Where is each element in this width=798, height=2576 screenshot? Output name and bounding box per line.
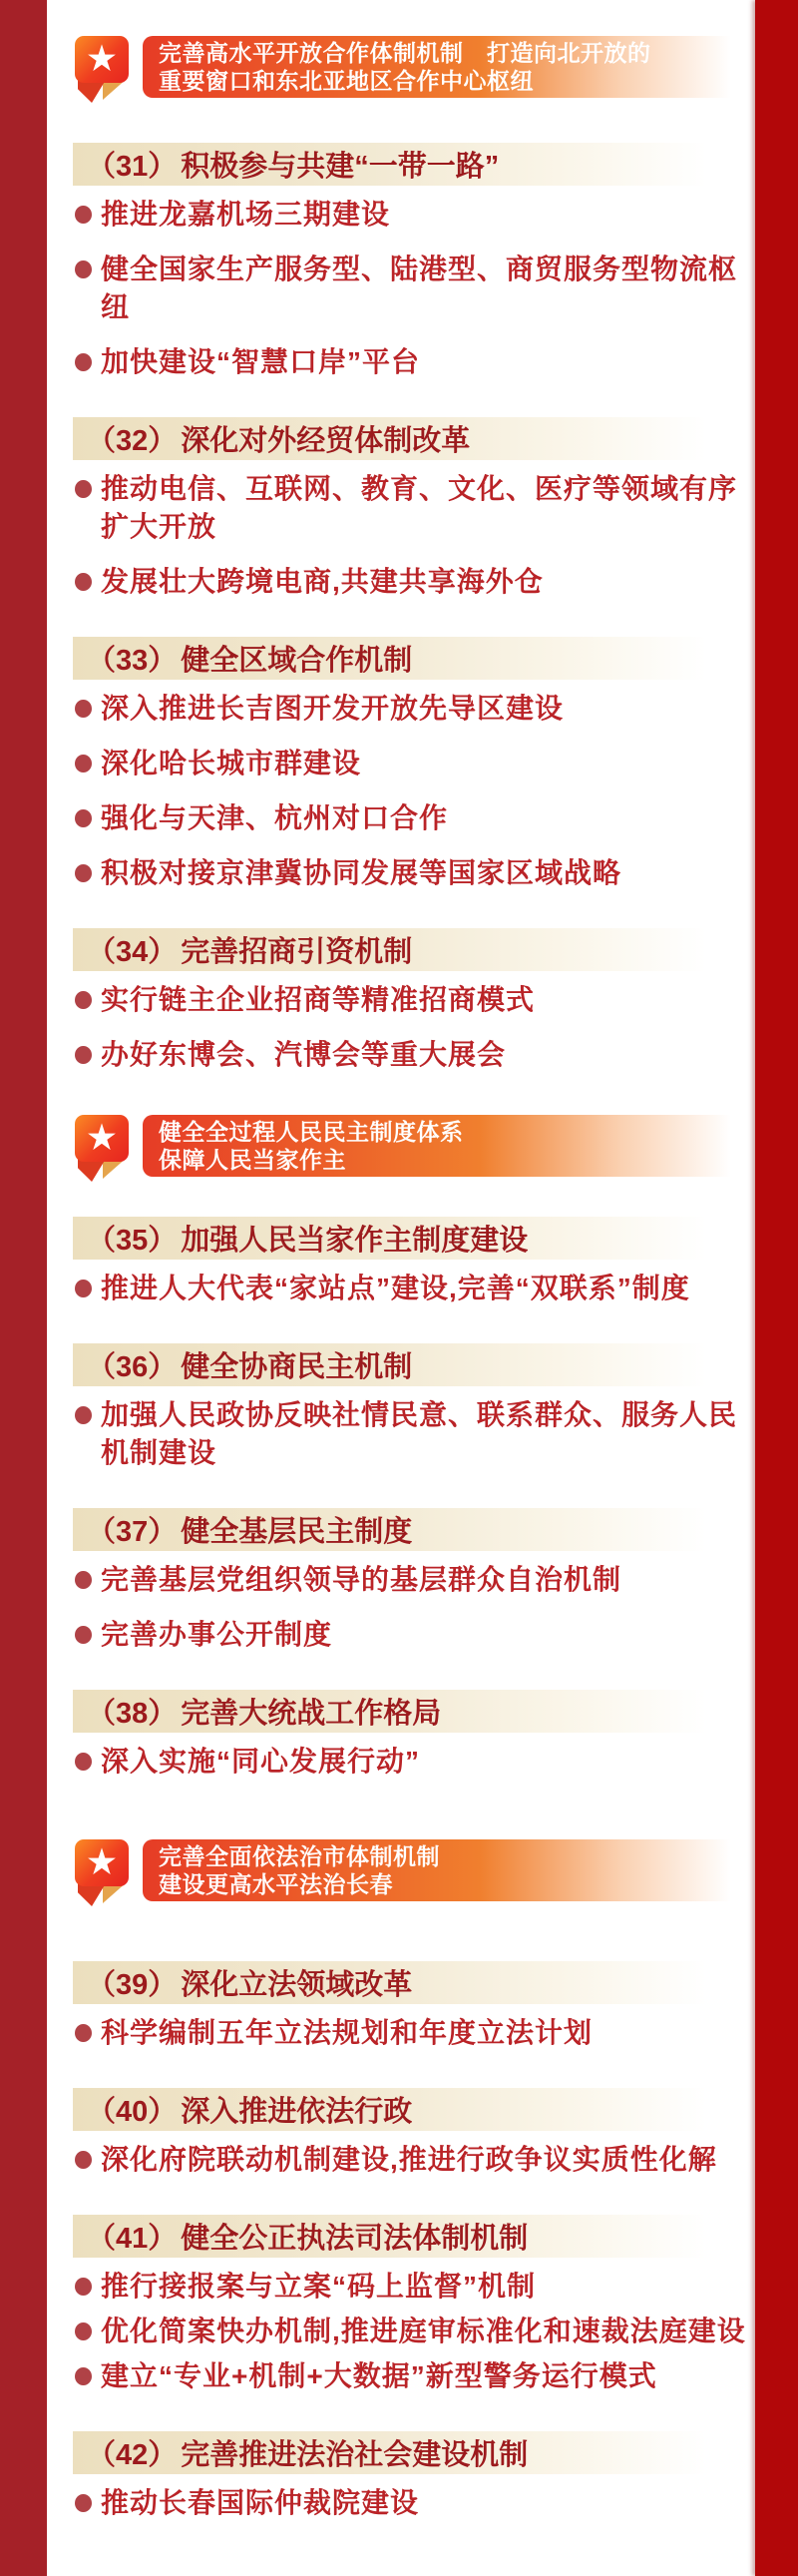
- bullet-item: [75, 1270, 755, 1307]
- section-header-35: [73, 1217, 719, 1260]
- star-badge: [75, 1839, 129, 1886]
- section-number: （35）: [87, 1225, 178, 1257]
- section-title: 完善推进法治社会建设机制: [181, 2439, 529, 2471]
- section-header-34: [73, 928, 719, 971]
- bullet-item: [75, 745, 755, 782]
- bullet-dot-icon: [75, 1571, 92, 1589]
- bullet-text: 办好东博会、汽博会等重大展会: [101, 1039, 507, 1070]
- bullet-dot-icon: [75, 480, 92, 498]
- section-number: （41）: [87, 2223, 178, 2255]
- bullet-text: 深入实施“同心发展行动”: [101, 1746, 421, 1777]
- section-header-37: [73, 1508, 719, 1551]
- section-header-33: [73, 637, 719, 680]
- banner-title-line: 建设更高水平法治长春: [159, 1871, 393, 1897]
- bullet-text: 建立“专业+机制+大数据”新型警务运行模式: [101, 2360, 657, 2391]
- bullet-item: [75, 981, 755, 1019]
- bullet-item: [75, 1036, 755, 1074]
- section-number: （38）: [87, 1698, 178, 1730]
- bullet-item: [75, 2484, 755, 2522]
- bullet-dot-icon: [75, 755, 92, 773]
- bullet-dot-icon: [75, 2024, 92, 2042]
- bullet-text: 加强人民政协反映社情民意、联系群众、服务人民机制建设: [101, 1399, 738, 1468]
- banner-title-box: [143, 36, 755, 98]
- ribbon-tail-icon: [78, 1883, 106, 1906]
- bullet-item: [75, 2141, 755, 2179]
- section-title: 深化立法领域改革: [181, 1969, 413, 2001]
- bullet-item: [75, 1616, 755, 1654]
- section-number: （37）: [87, 1516, 178, 1548]
- poster-content: [47, 0, 755, 2522]
- section-number: （32）: [87, 425, 178, 457]
- bullet-text: 强化与天津、杭州对口合作: [101, 802, 449, 833]
- bullet-dot-icon: [75, 260, 92, 278]
- bullet-text: 深入推进长吉图开发开放先导区建设: [101, 693, 565, 724]
- bullet-dot-icon: [75, 864, 92, 882]
- bullet-text: 完善办事公开制度: [101, 1619, 333, 1650]
- section-header-36: [73, 1343, 719, 1386]
- bullet-dot-icon: [75, 700, 92, 718]
- bullet-item: [75, 251, 755, 326]
- section-title: 加强人民当家作主制度建设: [181, 1225, 529, 1257]
- bullet-text: 科学编制五年立法规划和年度立法计划: [101, 2017, 594, 2048]
- bullet-dot-icon: [75, 1406, 92, 1424]
- bullet-dot-icon: [75, 573, 92, 591]
- left-border-stripe: [0, 0, 47, 2576]
- bullet-dot-icon: [75, 809, 92, 827]
- right-border-stripe: [755, 0, 798, 2576]
- section-header-42: [73, 2431, 719, 2474]
- bullet-text: 发展壮大跨境电商,共建共享海外仓: [101, 566, 544, 597]
- banner-title-line: 完善高水平开放合作体制机制 打造向北开放的: [159, 40, 651, 66]
- bullet-text: 深化府院联动机制建设,推进行政争议实质性化解: [101, 2144, 717, 2175]
- bullet-item: [75, 2014, 755, 2052]
- section-number: （34）: [87, 936, 178, 968]
- bullet-item: [75, 343, 755, 381]
- bullet-item: [75, 563, 755, 601]
- bullet-text: 积极对接京津冀协同发展等国家区域战略: [101, 857, 622, 888]
- bullet-dot-icon: [75, 2367, 92, 2385]
- star-icon: ★: [87, 42, 117, 76]
- section-number: （42）: [87, 2439, 178, 2471]
- banner-title-line: 健全全过程人民民主制度体系: [159, 1119, 464, 1145]
- bullet-dot-icon: [75, 2322, 92, 2340]
- bullet-item: [75, 1396, 755, 1472]
- star-badge: [75, 36, 129, 83]
- bullet-item: [75, 854, 755, 892]
- bullet-text: 推动长春国际仲裁院建设: [101, 2487, 420, 2518]
- bullet-text: 推进龙嘉机场三期建设: [101, 199, 391, 230]
- bullet-text: 推行接报案与立案“码上监督”机制: [101, 2271, 537, 2302]
- bullet-dot-icon: [75, 1626, 92, 1644]
- banner-open-cooperation: [47, 36, 755, 98]
- bullet-text: 优化简案快办机制,推进庭审标准化和速裁法庭建设: [101, 2316, 746, 2346]
- section-title: 健全区域合作机制: [181, 645, 413, 677]
- section-title: 积极参与共建“一带一路”: [181, 151, 500, 183]
- section-title: 健全基层民主制度: [181, 1516, 413, 1548]
- bullet-text: 完善基层党组织领导的基层群众自治机制: [101, 1564, 622, 1595]
- banner-peoples-democracy: [47, 1115, 755, 1177]
- bullet-dot-icon: [75, 2278, 92, 2296]
- bullet-item: [75, 690, 755, 728]
- section-header-41: [73, 2215, 719, 2258]
- bullet-item: [75, 1743, 755, 1781]
- banner-title-box: [143, 1839, 755, 1901]
- star-icon: ★: [87, 1121, 117, 1155]
- star-icon: ★: [87, 1845, 117, 1879]
- ribbon-tail-icon: [78, 80, 106, 103]
- bullet-item: [75, 196, 755, 234]
- section-title: 深化对外经贸体制改革: [181, 425, 471, 457]
- bullet-dot-icon: [75, 206, 92, 224]
- section-header-39: [73, 1961, 719, 2004]
- section-number: （36）: [87, 1351, 178, 1383]
- section-header-32: [73, 417, 719, 460]
- ribbon-tail-icon: [78, 1159, 106, 1182]
- bullet-dot-icon: [75, 2151, 92, 2169]
- banner-rule-of-law: [47, 1839, 755, 1901]
- section-number: （39）: [87, 1969, 178, 2001]
- bullet-item: [75, 2268, 755, 2306]
- bullet-dot-icon: [75, 353, 92, 371]
- bullet-text: 推进人大代表“家站点”建设,完善“双联系”制度: [101, 1273, 690, 1303]
- bullet-text: 加快建设“智慧口岸”平台: [101, 346, 421, 377]
- section-header-38: [73, 1690, 719, 1733]
- bullet-text: 健全国家生产服务型、陆港型、商贸服务型物流枢纽: [101, 254, 738, 322]
- bullet-dot-icon: [75, 1753, 92, 1771]
- section-number: （33）: [87, 645, 178, 677]
- bullet-text: 实行链主企业招商等精准招商模式: [101, 984, 536, 1015]
- bullet-dot-icon: [75, 2494, 92, 2512]
- bullet-text: 深化哈长城市群建设: [101, 748, 362, 778]
- section-title: 完善大统战工作格局: [181, 1698, 442, 1730]
- banner-title-box: [143, 1115, 755, 1177]
- section-title: 健全协商民主机制: [181, 1351, 413, 1383]
- bullet-item: [75, 1561, 755, 1599]
- bullet-item: [75, 2313, 755, 2350]
- section-title: 深入推进依法行政: [181, 2096, 413, 2128]
- bullet-dot-icon: [75, 1280, 92, 1297]
- section-title: 完善招商引资机制: [181, 936, 413, 968]
- bullet-item: [75, 799, 755, 837]
- bullet-item: [75, 2357, 755, 2395]
- banner-title-line: 重要窗口和东北亚地区合作中心枢纽: [159, 68, 534, 94]
- banner-title-line: 完善全面依法治市体制机制: [159, 1843, 440, 1869]
- section-number: （31）: [87, 151, 178, 183]
- bullet-text: 推动电信、互联网、教育、文化、医疗等领域有序扩大开放: [101, 473, 738, 542]
- bullet-dot-icon: [75, 1046, 92, 1064]
- section-header-40: [73, 2088, 719, 2131]
- star-badge: [75, 1115, 129, 1162]
- section-title: 健全公正执法司法体制机制: [181, 2223, 529, 2255]
- bullet-item: [75, 470, 755, 546]
- bullet-dot-icon: [75, 991, 92, 1009]
- banner-title-line: 保障人民当家作主: [159, 1147, 346, 1173]
- section-number: （40）: [87, 2096, 178, 2128]
- section-header-31: [73, 143, 719, 186]
